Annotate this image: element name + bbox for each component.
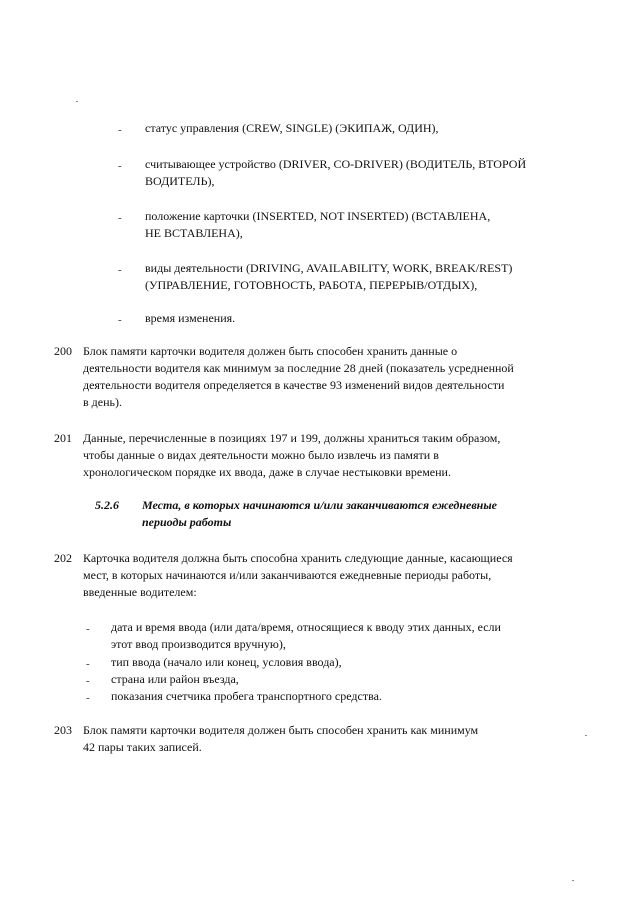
paragraph-text: Блок памяти карточки водителя должен быть способен хранить данные о деятельности водителя как минимум за последние 28 дней (показатель усредненной деятельности водителя определяется в качестве 93 изменений видов деятельности в день). [83, 344, 514, 409]
list-item: положение карточки (INSERTED, NOT INSERTED) (ВСТАВЛЕНА, НЕ ВСТАВЛЕНА), [145, 209, 491, 240]
list-dash: - [118, 212, 122, 224]
list-item: считывающее устройство (DRIVER, CO-DRIVER) (ВОДИТЕЛЬ, ВТОРОЙ ВОДИТЕЛЬ), [145, 157, 527, 188]
list-item: виды деятельности (DRIVING, AVAILABILITY, WORK, BREAK/REST) (УПРАВЛЕНИЕ, ГОТОВНОСТЬ, РАБОТА, ПЕРЕРЫВ/ОТДЫХ), [145, 261, 513, 292]
paragraph-number: 201 [54, 431, 72, 445]
list-item: показания счетчика пробега транспортного средства. [111, 689, 382, 703]
scan-speck [585, 735, 587, 736]
paragraph-number: 203 [54, 723, 72, 737]
list-dash: - [86, 623, 90, 635]
scan-speck [572, 880, 574, 881]
list-item: дата и время ввода (или дата/время, относящиеся к вводу этих данных, если этот ввод производится вручную), [111, 620, 501, 651]
list-dash: - [86, 692, 90, 704]
list-item: время изменения. [145, 311, 236, 325]
list-item: статус управления (CREW, SINGLE) (ЭКИПАЖ, ОДИН), [145, 121, 439, 135]
list-dash: - [118, 160, 122, 172]
paragraph-text: Данные, перечисленные в позициях 197 и 199, должны храниться таким образом, чтобы данные о видах деятельности можно было извлечь из памяти в хронологическом порядке их ввода, даже в случае нестыковки времени. [83, 431, 501, 479]
list-dash: - [118, 264, 122, 276]
list-dash: - [86, 658, 90, 670]
paragraph-text: Блок памяти карточки водителя должен быть способен хранить как минимум 42 пары таких записей. [83, 723, 479, 754]
paragraph-number: 200 [54, 344, 72, 358]
list-dash: - [118, 314, 122, 326]
list-dash: - [86, 675, 90, 687]
section-number: 5.2.6 [95, 498, 119, 512]
list-item: тип ввода (начало или конец, условия ввода), [111, 655, 342, 669]
scan-speck [76, 101, 78, 102]
list-item: страна или район въезда, [111, 672, 239, 686]
section-title: Места, в которых начинаются и/или заканчиваются ежедневные периоды работы [142, 498, 497, 529]
paragraph-text: Карточка водителя должна быть способна хранить следующие данные, касающиеся мест, в которых начинаются и/или заканчиваются ежедневные периоды работы, введенные водителем: [83, 551, 513, 599]
paragraph-number: 202 [54, 551, 72, 565]
list-dash: - [118, 124, 122, 136]
